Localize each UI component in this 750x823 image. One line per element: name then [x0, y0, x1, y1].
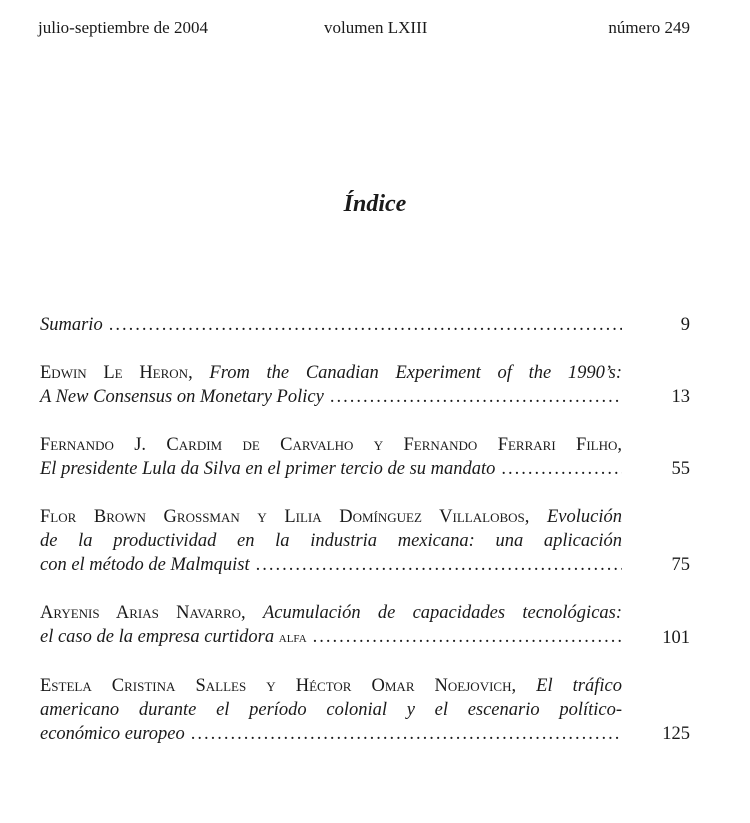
company-name: alfa [278, 630, 307, 646]
page-number: 75 [671, 555, 690, 575]
entry-title: económico europeo [40, 724, 185, 744]
page-number: 55 [671, 459, 690, 479]
entry-title: el caso de la empresa curtidora [40, 627, 275, 647]
entry-title: Evolución [547, 507, 623, 527]
entry-title: El tráfico [536, 676, 622, 696]
toc-entry[interactable] [40, 601, 690, 650]
entry-authors: Flor Brown Grossman y Lilia Domínguez Villalobos, [40, 507, 530, 527]
toc-entry[interactable] [40, 361, 690, 409]
entry-authors: Fernando J. Cardim de Carvalho y Fernando Ferrari Filho, [40, 435, 622, 455]
entry-title: americano durante el período colonial y el escenario político- [40, 700, 622, 720]
entry-authors: Aryenis Arias Navarro, [40, 603, 246, 623]
dot-leader [191, 722, 622, 746]
page-number: 9 [680, 315, 690, 335]
page-number: 101 [662, 628, 690, 648]
volume-label: volumen LXIII [324, 18, 428, 37]
entry-title: con el método de Malmquist [40, 555, 250, 575]
entry-authors: Estela Cristina Salles y Héctor Omar Noejovich, [40, 676, 517, 696]
entry-title: Acumulación de capacidades tecnológicas: [262, 603, 623, 623]
page-number: 13 [671, 387, 690, 407]
toc-entry[interactable] [40, 433, 690, 481]
entry-title: From the Canadian Experiment of the 1990’s: [209, 363, 623, 383]
dot-leader [330, 385, 622, 409]
toc-entry[interactable] [40, 674, 690, 746]
dot-leader [256, 553, 622, 577]
running-header [38, 18, 690, 40]
entry-authors: Edwin Le Heron, [40, 363, 193, 383]
issue-period: julio-septiembre de 2004 [38, 18, 208, 37]
toc-entry[interactable] [40, 313, 690, 337]
entry-title: Sumario [40, 315, 103, 335]
toc-entry[interactable] [40, 505, 690, 577]
page-title: Índice [343, 191, 407, 217]
dot-leader [501, 457, 622, 481]
table-of-contents [40, 313, 690, 770]
dot-leader [109, 313, 622, 337]
entry-title: de la productividad en la industria mexicana: una aplicación [40, 531, 622, 551]
issue-number: número 249 [608, 18, 690, 37]
page-number: 125 [662, 724, 690, 744]
entry-title: A New Consensus on Monetary Policy [40, 387, 324, 407]
entry-title: El presidente Lula da Silva en el primer tercio de su mandato [40, 459, 496, 479]
dot-leader [313, 625, 622, 649]
